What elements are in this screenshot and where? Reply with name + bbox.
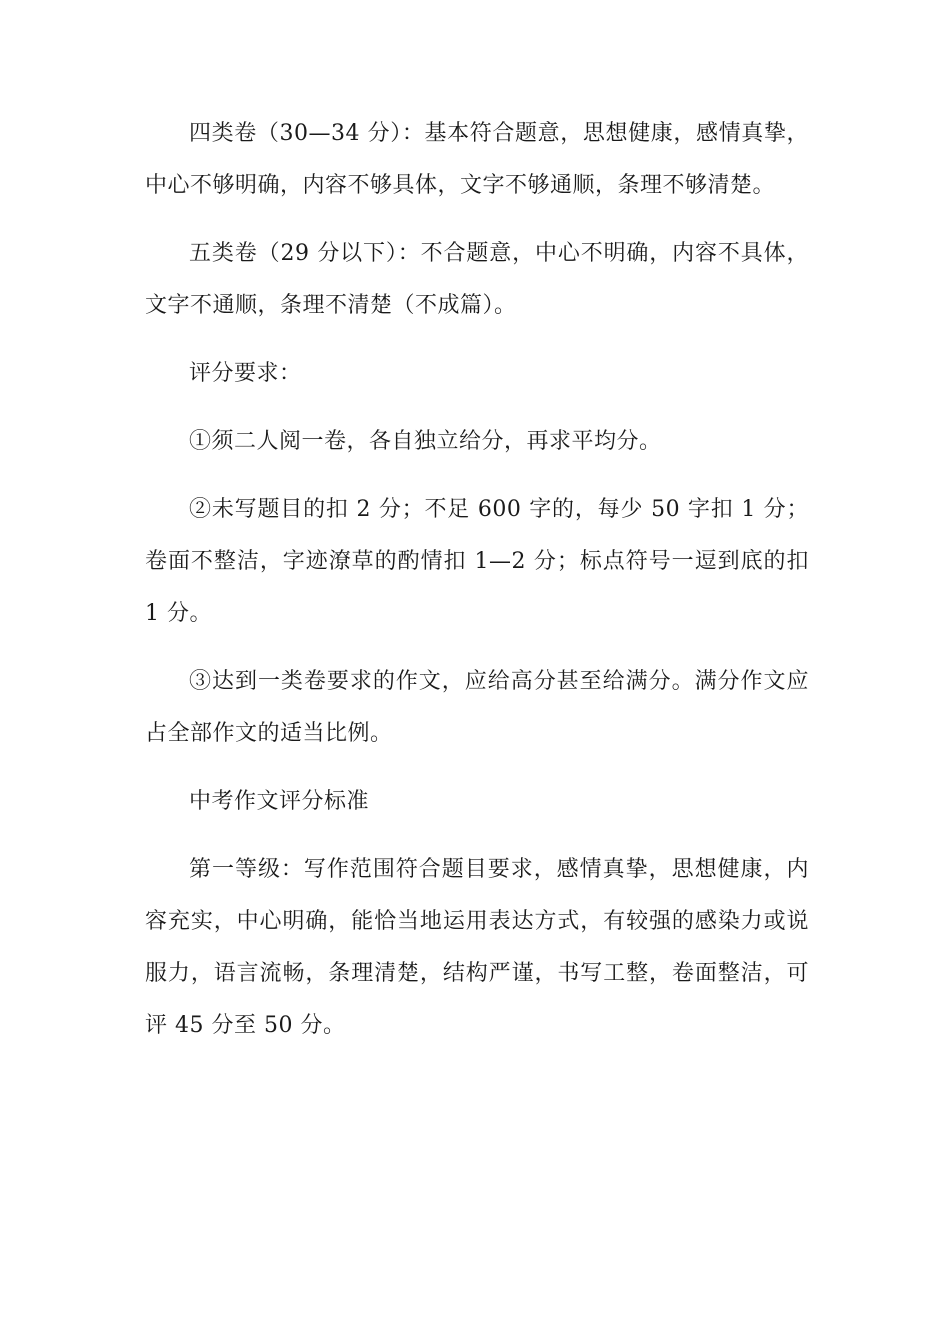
paragraph-requirement-3: ③达到一类卷要求的作文，应给高分甚至给满分。满分作文应占全部作文的适当比例。 xyxy=(145,669,809,746)
paragraph-grade-five: 五类卷（29 分以下）：不合题意，中心不明确，内容不具体，文字不通顺，条理不清楚（不成篇）。 xyxy=(145,241,809,318)
document-page xyxy=(145,108,809,1068)
paragraph-first-level: 第一等级：写作范围符合题目要求，感情真挚，思想健康，内容充实，中心明确，能恰当地运用表达方式，有较强的感染力或说服力，语言流畅，条理清楚，结构严谨，书写工整，卷面整洁，可评 45 分至 50 分。 xyxy=(145,857,809,1038)
paragraph-scoring-requirements-heading: 评分要求： xyxy=(189,361,302,386)
paragraph-section-title: 中考作文评分标准 xyxy=(189,789,370,814)
paragraph-requirement-2: ②未写题目的扣 2 分；不足 600 字的，每少 50 字扣 1 分；卷面不整洁，字迹潦草的酌情扣 1—2 分；标点符号一逗到底的扣 1 分。 xyxy=(145,497,809,626)
paragraph-requirement-1: ①须二人阅一卷，各自独立给分，再求平均分。 xyxy=(189,429,662,454)
paragraph-grade-four: 四类卷（30—34 分）：基本符合题意，思想健康，感情真挚，中心不够明确，内容不够具体，文字不够通顺，条理不够清楚。 xyxy=(145,121,809,198)
